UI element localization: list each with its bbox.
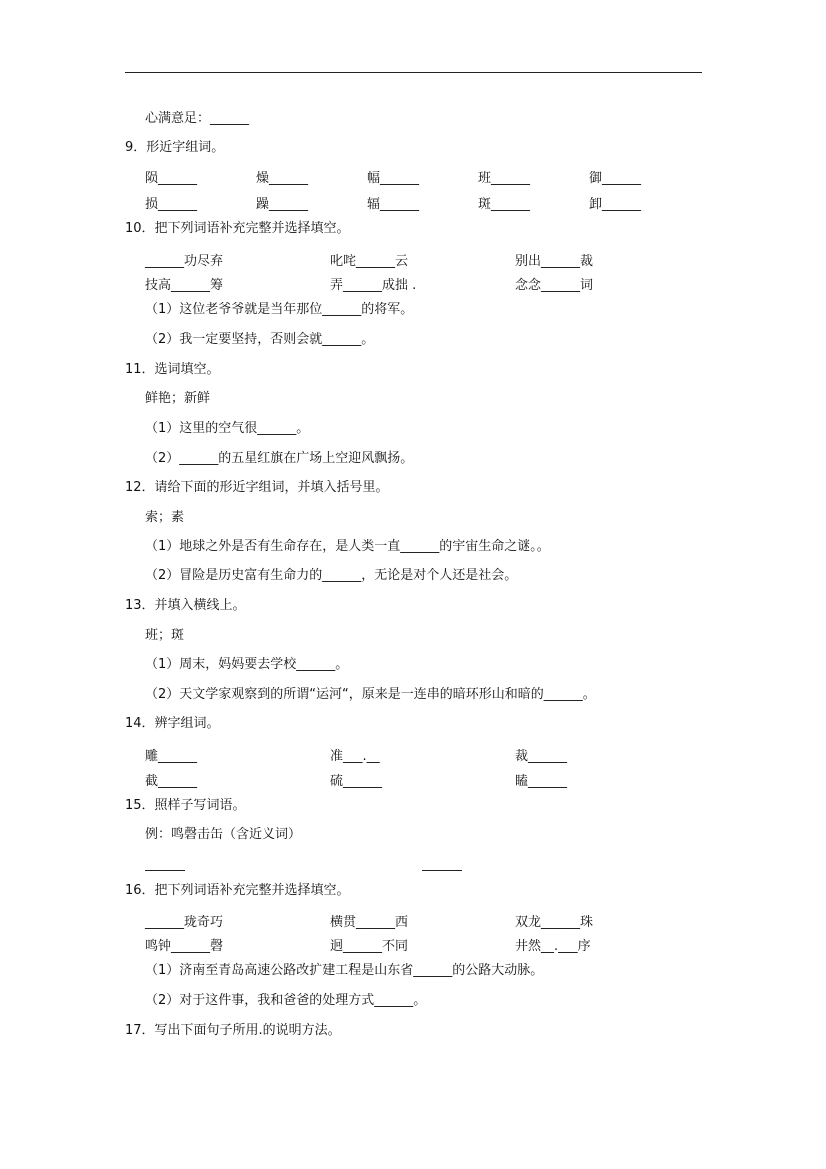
q14-item[interactable]: 瞌______ bbox=[515, 774, 568, 789]
q14-title: 14．辨字组词。 bbox=[125, 716, 220, 731]
q13-sentence-2[interactable]: （2）天文学家观察到的所谓“运河“，原来是一连串的暗环形山和暗的______。 bbox=[145, 687, 596, 702]
q10-sentence-2[interactable]: （2）我一定要坚持，否则会就______。 bbox=[145, 332, 375, 347]
q12-sentence-2[interactable]: （2）冒险是历史富有生命力的______，无论是对个人还是社会。 bbox=[145, 568, 518, 583]
q9-item[interactable]: 御______ bbox=[589, 171, 642, 186]
q10-idiom[interactable]: 弄______成拙 . bbox=[330, 278, 417, 293]
q10-idiom[interactable]: ______功尽弃 bbox=[145, 254, 224, 269]
q9-item[interactable]: 损______ bbox=[145, 197, 198, 212]
q16-idiom[interactable]: 迥______不同 bbox=[330, 939, 409, 954]
q9-item[interactable]: 躁______ bbox=[256, 197, 309, 212]
q15-title: 15．照样子写词语。 bbox=[125, 798, 246, 813]
q14-item[interactable]: 裁______ bbox=[515, 749, 568, 764]
q11-title: 11．选词填空。 bbox=[125, 362, 220, 377]
q13-title: 13．并填入横线上。 bbox=[125, 598, 246, 613]
q10-idiom[interactable]: 技高______筹 bbox=[145, 278, 224, 293]
q9-title: 9．形近字组词。 bbox=[125, 140, 225, 155]
q9-item[interactable]: 卸______ bbox=[589, 197, 642, 212]
q16-idiom[interactable]: 横贯______西 bbox=[330, 915, 409, 930]
q10-idiom[interactable]: 叱咤______云 bbox=[330, 254, 409, 269]
q14-item[interactable]: 截______ bbox=[145, 774, 198, 789]
q15-answer-blank[interactable] bbox=[145, 870, 185, 871]
q9-item[interactable]: 辐______ bbox=[367, 197, 420, 212]
q12-title: 12．请给下面的形近字组词，并填入括号里。 bbox=[125, 480, 389, 495]
q16-idiom[interactable]: 井然__.___序 bbox=[515, 939, 591, 954]
q15-example: 例：鸣磬击缶（含近义词） bbox=[145, 827, 302, 842]
q16-sentence-1[interactable]: （1）济南至青岛高速公路改扩建工程是山东省______的公路大动脉。 bbox=[145, 963, 544, 978]
q16-sentence-2[interactable]: （2）对于这件事，我和爸爸的处理方式______。 bbox=[145, 993, 427, 1008]
q11-choices: 鲜艳；新鲜 bbox=[145, 391, 211, 406]
q9-item[interactable]: 班______ bbox=[478, 171, 531, 186]
q10-idiom[interactable]: 别出______裁 bbox=[515, 254, 594, 269]
q13-choices: 班；斑 bbox=[145, 628, 185, 643]
q9-item[interactable]: 斑______ bbox=[478, 197, 531, 212]
q12-sentence-1[interactable]: （1）地球之外是否有生命存在，是人类一直______的宇宙生命之谜。。 bbox=[145, 539, 550, 554]
q10-sentence-1[interactable]: （1）这位老爷爷就是当年那位______的将军。 bbox=[145, 302, 414, 317]
q9-item[interactable]: 燥______ bbox=[256, 171, 309, 186]
q16-title: 16．把下列词语补充完整并选择填空。 bbox=[125, 883, 350, 898]
q12-choices: 索；素 bbox=[145, 510, 185, 525]
q9-item[interactable]: 陨______ bbox=[145, 171, 198, 186]
q10-title: 10．把下列词语补充完整并选择填空。 bbox=[125, 221, 350, 236]
q16-idiom[interactable]: 鸣钟______磬 bbox=[145, 939, 224, 954]
q9-item[interactable]: 幅______ bbox=[367, 171, 420, 186]
q14-item[interactable]: 雕______ bbox=[145, 749, 198, 764]
q13-sentence-1[interactable]: （1）周末，妈妈要去学校______。 bbox=[145, 657, 349, 672]
q-top-line: 心满意足：______ bbox=[145, 111, 250, 126]
q14-item[interactable]: 准___.__ bbox=[330, 749, 380, 764]
q16-idiom[interactable]: 双龙______珠 bbox=[515, 915, 594, 930]
q15-answer-blank[interactable] bbox=[422, 870, 462, 871]
q16-idiom[interactable]: ______珑奇巧 bbox=[145, 915, 224, 930]
q17-title: 17．写出下面句子所用.的说明方法。 bbox=[125, 1023, 341, 1038]
header-rule bbox=[125, 72, 702, 73]
q14-item[interactable]: 硫______ bbox=[330, 774, 383, 789]
q10-idiom[interactable]: 念念______词 bbox=[515, 278, 594, 293]
q11-sentence-2[interactable]: （2）______的五星红旗在广场上空迎风飘扬。 bbox=[145, 451, 414, 466]
q11-sentence-1[interactable]: （1）这里的空气很______。 bbox=[145, 421, 310, 436]
